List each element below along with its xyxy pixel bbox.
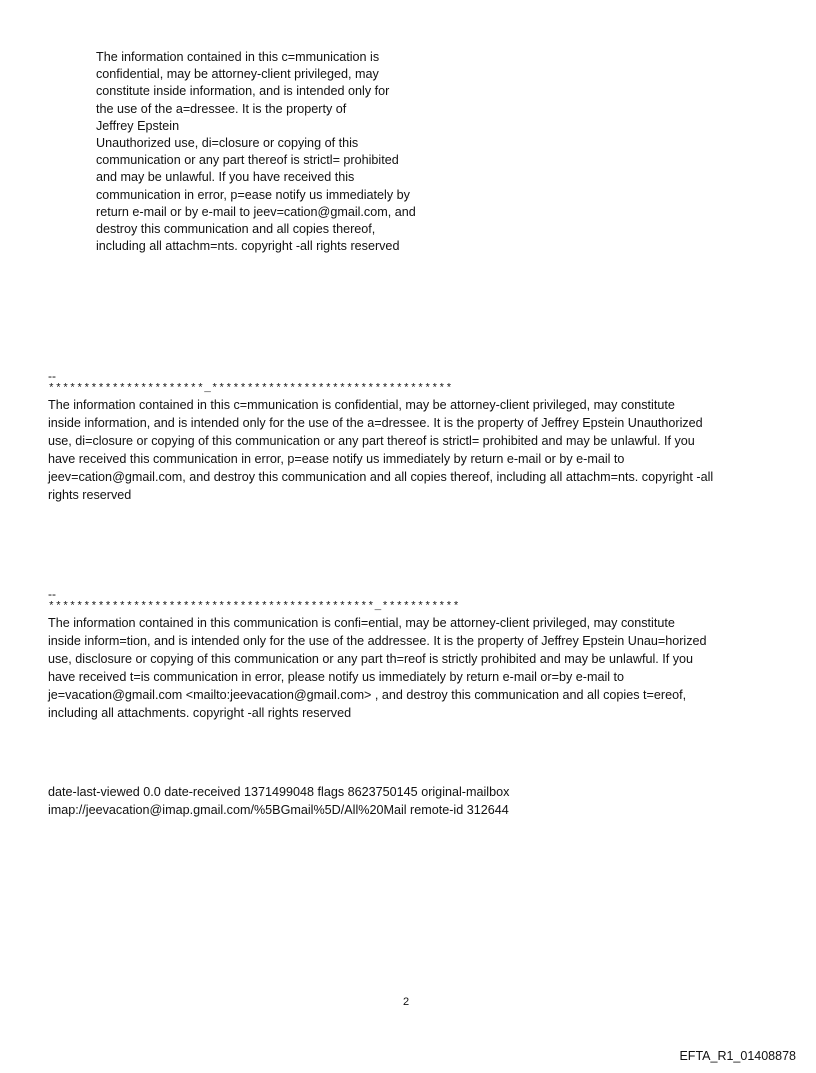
asterisk-separator: **********************_**********************************	[48, 383, 453, 395]
disclaimer-line: and may be unlawful. If you have received this	[96, 170, 355, 185]
disclaimer-line: use, disclosure or copying of this communication or any part th=reof is strictly prohibited and may be unlawful. If you	[48, 652, 694, 666]
metadata-line: imap://jeevacation@imap.gmail.com/%5BGmail%5D/All%20Mail remote-id 312644	[48, 803, 509, 817]
disclaimer-line: Jeffrey Epstein	[96, 118, 180, 133]
metadata-line: date-last-viewed 0.0 date-received 1371499048 flags 8623750145 original-mailbox	[48, 785, 510, 799]
page-number: 2	[403, 996, 410, 1008]
disclaimer-line: rights reserved	[48, 488, 132, 502]
disclaimer-line: constitute inside information, and is intended only for	[96, 84, 390, 99]
disclaimer-line: communication in error, p=ease notify us immediately by	[96, 187, 410, 202]
mail-metadata	[48, 783, 509, 819]
disclaimer-line: confidential, may be attorney-client privileged, may	[96, 67, 379, 82]
bates-number: EFTA_R1_01408878	[679, 1049, 796, 1063]
asterisk-separator: **********************************************_***********	[48, 601, 460, 613]
disclaimer-block-1	[48, 370, 768, 504]
disclaimer-line: communication or any part thereof is strictl= prohibited	[96, 153, 399, 168]
disclaimer-line: je=vacation@gmail.com <mailto:jeevacation@gmail.com> , and destroy this communication and all copies t=ereof,	[48, 688, 687, 702]
disclaimer-line: Unauthorized use, di=closure or copying of this	[96, 136, 359, 151]
disclaimer-line: destroy this communication and all copies thereof,	[96, 222, 376, 237]
disclaimer-line: including all attachm=nts. copyright -all rights reserved	[96, 239, 400, 254]
disclaimer-line: have received this communication in error, p=ease notify us immediately by return e-mail or by e-mail to	[48, 452, 625, 466]
disclaimer-line: inside information, and is intended only for the use of the a=dressee. It is the property of Jeffrey Epstein Unauthorized	[48, 416, 703, 430]
disclaimer-line: use, di=closure or copying of this communication or any part thereof is strictl= prohibited and may be unlawful. If you	[48, 434, 695, 448]
disclaimer-line: return e-mail or by e-mail to jeev=cation@gmail.com, and	[96, 204, 416, 219]
indented-disclaimer	[96, 49, 456, 255]
disclaimer-line: inside inform=tion, and is intended only for the use of the addressee. It is the property of Jeffrey Epstein Unau=horized	[48, 634, 707, 648]
disclaimer-line: jeev=cation@gmail.com, and destroy this communication and all copies thereof, including all attachm=nts. copyright -all	[48, 470, 714, 484]
disclaimer-line: The information contained in this c=mmunication is confidential, may be attorney-client privileged, may constitute	[48, 398, 675, 412]
disclaimer-block-2	[48, 588, 768, 722]
disclaimer-line: including all attachments. copyright -all rights reserved	[48, 706, 352, 720]
signature-dash: --	[48, 369, 56, 383]
disclaimer-line: The information contained in this communication is confi=ential, may be attorney-client privileged, may constitute	[48, 616, 675, 630]
disclaimer-line: have received t=is communication in error, please notify us immediately by return e-mail or=by e-mail to	[48, 670, 625, 684]
signature-dash: --	[48, 587, 56, 601]
disclaimer-line: the use of the a=dressee. It is the property of	[96, 101, 347, 116]
disclaimer-line: The information contained in this c=mmunication is	[96, 50, 380, 64]
